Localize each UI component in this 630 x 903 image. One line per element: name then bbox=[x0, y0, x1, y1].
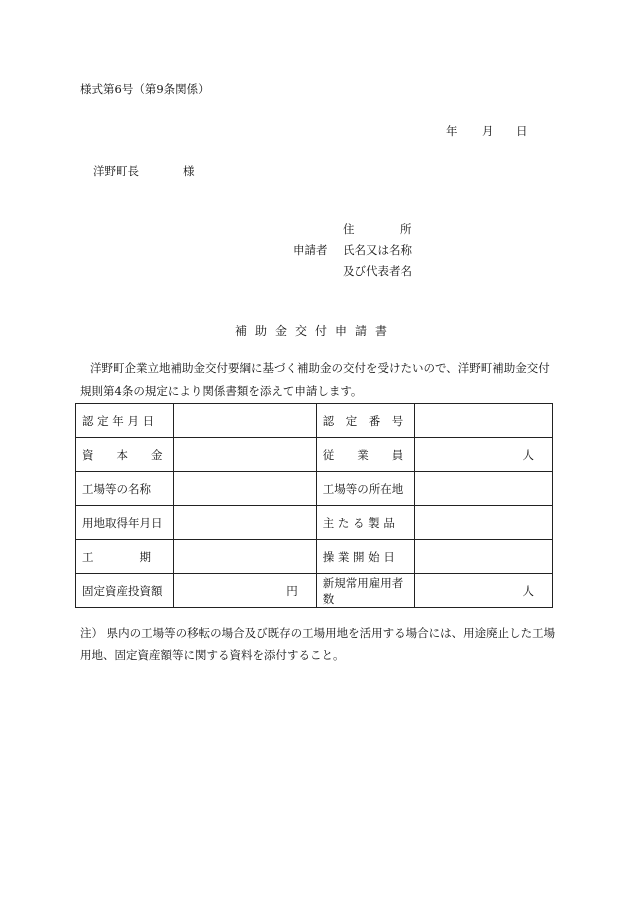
row-label-right: 操 業 開 始 日 bbox=[316, 540, 414, 574]
table-row bbox=[76, 574, 553, 608]
row-value-left[interactable] bbox=[174, 540, 316, 574]
row-label-right: 新規常用雇用者数 bbox=[316, 574, 414, 608]
row-label-left: 認 定 年 月 日 bbox=[76, 404, 174, 438]
row-value-right[interactable] bbox=[414, 404, 552, 438]
date-day-label: 日 bbox=[516, 124, 528, 138]
table-row bbox=[76, 506, 553, 540]
table-row bbox=[76, 540, 553, 574]
row-value-left[interactable]: 円 bbox=[174, 574, 316, 608]
note-prefix: 注） bbox=[80, 626, 103, 640]
row-label-right: 認 定 番 号 bbox=[316, 404, 414, 438]
row-label-left: 用地取得年月日 bbox=[76, 506, 174, 540]
table-row bbox=[76, 404, 553, 438]
row-label-left: 工 期 bbox=[76, 540, 174, 574]
row-label-left: 工場等の名称 bbox=[76, 472, 174, 506]
date-year-label: 年 bbox=[446, 124, 458, 138]
row-label-right: 工場等の所在地 bbox=[316, 472, 414, 506]
row-value-left[interactable] bbox=[174, 506, 316, 540]
row-value-right[interactable]: 人 bbox=[414, 574, 552, 608]
note bbox=[80, 622, 558, 666]
body-text: 洋野町企業立地補助金交付要綱に基づく補助金の交付を受けたいので、洋野町補助金交付規則第4条の規定により関係書類を添えて申請します。 bbox=[80, 361, 550, 398]
form-number: 様式第6号（第9条関係） bbox=[80, 82, 210, 96]
row-value-right[interactable] bbox=[414, 506, 552, 540]
application-table bbox=[75, 403, 553, 608]
address-label-1: 住 bbox=[343, 222, 355, 236]
row-value-left[interactable] bbox=[174, 472, 316, 506]
row-label-left: 資 本 金 bbox=[76, 438, 174, 472]
date-month-label: 月 bbox=[482, 124, 494, 138]
table-row bbox=[76, 438, 553, 472]
row-value-right[interactable] bbox=[414, 472, 552, 506]
row-label-right: 従 業 員 bbox=[316, 438, 414, 472]
representative-label: 及び代表者名 bbox=[343, 264, 412, 278]
row-value-right[interactable] bbox=[414, 540, 552, 574]
row-label-left: 固定資産投資額 bbox=[76, 574, 174, 608]
row-value-left[interactable] bbox=[174, 404, 316, 438]
name-label: 氏名又は名称 bbox=[343, 243, 412, 257]
table-row bbox=[76, 472, 553, 506]
row-value-right[interactable]: 人 bbox=[414, 438, 552, 472]
address-label-2: 所 bbox=[400, 222, 412, 236]
note-text: 県内の工場等の移転の場合及び既存の工場用地を活用する場合には、用途廃止した工場用地、固定資産額等に関する資料を添付すること。 bbox=[80, 626, 556, 662]
applicant-label: 申請者 bbox=[293, 243, 328, 257]
row-value-left[interactable] bbox=[174, 438, 316, 472]
addressee-suffix: 様 bbox=[183, 164, 195, 178]
document-title: 補助金交付申請書 bbox=[234, 324, 395, 338]
row-label-right: 主 た る 製 品 bbox=[316, 506, 414, 540]
addressee: 洋野町長 bbox=[93, 164, 139, 178]
